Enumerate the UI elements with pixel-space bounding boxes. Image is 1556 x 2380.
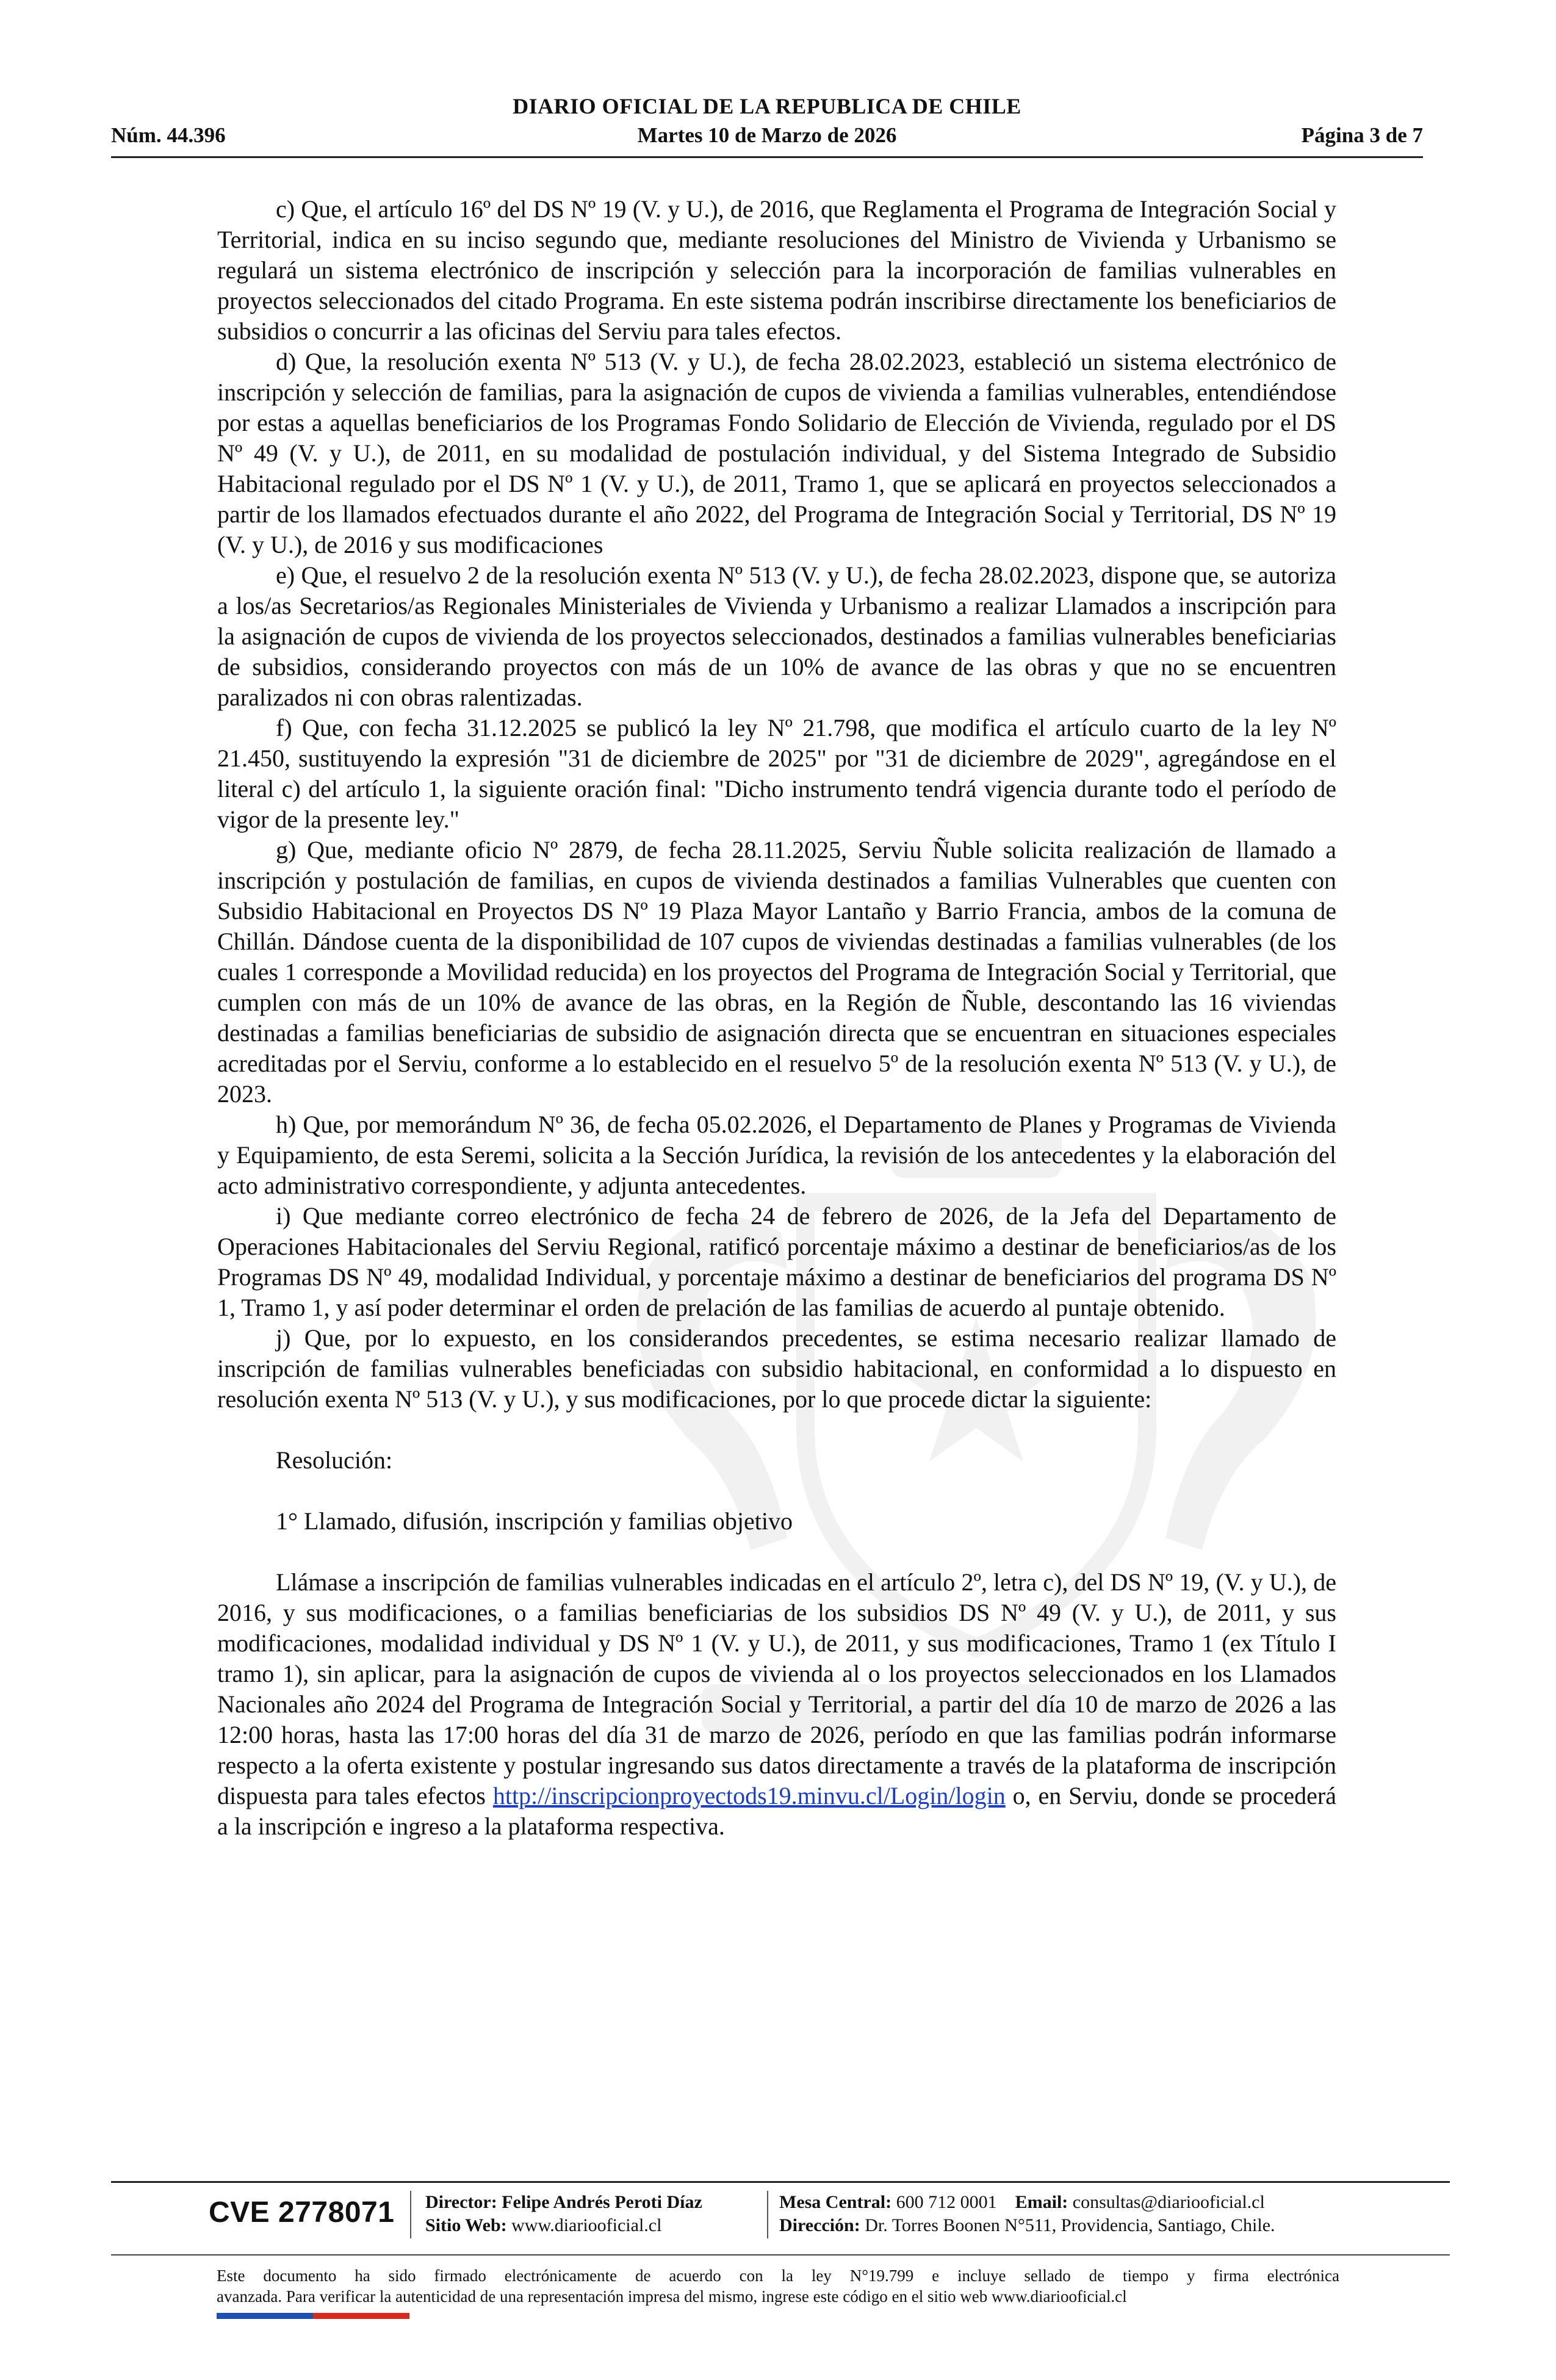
- header-row: [111, 122, 1423, 149]
- footer-separator: [410, 2191, 411, 2238]
- flag-red-segment: [313, 2313, 409, 2319]
- footer-contact-left: [425, 2191, 702, 2237]
- issue-number: Núm. 44.396: [111, 123, 226, 147]
- phone-label: Mesa Central:: [779, 2192, 892, 2212]
- considerando-i: i) Que mediante correo electrónico de fecha 24 de febrero de 2026, de la Jefa del Departamento de Operaciones Habitacionales del Serviu Regional, ratificó porcentaje máximo a destinar de beneficiarios/as de los Programas DS Nº 49, modalidad Individual, y porcentaje máximo a destinar de beneficiarios del programa DS Nº 1, Tramo 1, y así poder determinar el orden de prelación de las familias de acuerdo al puntaje obtenido.: [217, 1202, 1336, 1321]
- director-name: Felipe Andrés Peroti Díaz: [502, 2192, 702, 2212]
- email-value: consultas@diariooficial.cl: [1072, 2192, 1265, 2212]
- considerando-g: g) Que, mediante oficio Nº 2879, de fecha 28.11.2025, Serviu Ñuble solicita realización de llamado a inscripción y postulación de familias, en cupos de vivienda destinados a familias Vulnerables que cuenten con Subsidio Habitacional en Proyectos DS Nº 19 Plaza Mayor Lantaño y Barrio Francia, ambos de la comuna de Chillán. Dándose cuenta de la disponibilidad de 107 cupos de viviendas destinadas a familias vulnerables (de los cuales 1 corresponde a Movilidad reducida) en los proyectos del Programa de Integración Social y Territorial, que cumplen con más de un 10% de avance de las obras, en la Región de Ñuble, descontando las 16 viviendas destinadas a familias beneficiarias de subsidio de asignación directa que se encuentran en situaciones especiales acreditadas por el Serviu, conforme a lo establecido en el resuelvo 5º de la resolución exenta Nº 513 (V. y U.), de 2023.: [217, 836, 1336, 1108]
- header-divider: [111, 156, 1423, 158]
- issue-date: Martes 10 de Marzo de 2026: [637, 123, 897, 147]
- footer-separator: [767, 2191, 768, 2238]
- flag-blue-segment: [217, 2313, 313, 2319]
- website-label: Sitio Web:: [425, 2215, 507, 2235]
- considerando-e: e) Que, el resuelvo 2 de la resolución exenta Nº 513 (V. y U.), de fecha 28.02.2023, dispone que, se autoriza a los/as Secretarios/as Regionales Ministeriales de Vivienda y Urbanismo a realizar Llamados a inscripción para la asignación de cupos de vivienda de los proyectos seleccionados, destinados a familias vulnerables beneficiarias de subsidios, considerando proyectos con más de un 10% de avance de las obras y que no se encuentren paralizados ni con obras ralentizadas.: [217, 561, 1336, 711]
- footer-contact-right: [779, 2191, 1275, 2237]
- director-label: Director:: [425, 2192, 497, 2212]
- page-number: Página 3 de 7: [1301, 123, 1423, 147]
- document-body: [217, 194, 1336, 1842]
- considerando-j: j) Que, por lo expuesto, en los considerandos precedentes, se estima necesario realizar llamado de inscripción de familias vulnerables beneficiadas con subsidio habitacional, en conformidad a lo dispuesto en resolución exenta Nº 513 (V. y U.), y sus modificaciones, por lo que procede dictar la siguiente:: [217, 1324, 1336, 1413]
- legal-line-2: avanzada. Para verificar la autenticidad de una representación impresa del mismo, ingrese este código en el sitio web www.diariooficial.cl: [217, 2287, 1127, 2306]
- publication-title: DIARIO OFICIAL DE LA REPUBLICA DE CHILE: [513, 94, 1021, 118]
- considerando-d: d) Que, la resolución exenta Nº 513 (V. y U.), de fecha 28.02.2023, estableció un sistema electrónico de inscripción y selección de familias, para la asignación de cupos de vivienda a familias vulnerables, entendiéndose por estas a aquellas beneficiarios de los Programas Fondo Solidario de Elección de Vivienda, regulado por el DS Nº 49 (V. y U.), de 2011, en su modalidad de postulación individual, y del Sistema Integrado de Subsidio Habitacional regulado por el DS Nº 1 (V. y U.), de 2011, Tramo 1, que se aplicará en proyectos seleccionados a partir de los llamados efectuados durante el año 2022, del Programa de Integración Social y Territorial, DS Nº 19 (V. y U.), de 2016 y sus modificaciones: [217, 348, 1336, 558]
- flag-color-bar: [217, 2313, 409, 2319]
- phone-value: 600 712 0001: [896, 2192, 997, 2212]
- section-body: [217, 1567, 1336, 1842]
- address-value: Dr. Torres Boonen N°511, Providencia, Santiago, Chile.: [865, 2215, 1275, 2235]
- resolution-heading: Resolución:: [276, 1446, 393, 1474]
- footer-director-line: [425, 2191, 702, 2214]
- email-label: Email:: [1015, 2192, 1068, 2212]
- legal-notice: [217, 2265, 1339, 2307]
- website-value: www.diariooficial.cl: [511, 2215, 662, 2235]
- section-text-before-link: Llámase a inscripción de familias vulnerables indicadas en el artículo 2º, letra c), del DS Nº 19, (V. y U.), de 2016, y sus modificaciones, o a familias beneficiarias de los subsidios DS Nº 49 (V. y U.), de 2011, y sus modificaciones, modalidad individual y DS Nº 1 (V. y U.), de 2011, y sus modificaciones, Tramo 1 (ex Título I tramo 1), sin aplicar, para la asignación de cupos de vivienda al o los proyectos seleccionados en los Llamados Nacionales año 2024 del Programa de Integración Social y Territorial, a partir del día 10 de marzo de 2026 a las 12:00 horas, hasta las 17:00 horas del día 31 de marzo de 2026, período en que las familias podrán informarse respecto a la oferta existente y postular ingresando sus datos directamente a través de la plataforma de inscripción dispuesta para tales efectos: [217, 1568, 1336, 1809]
- section-text-after-link: o, en Serviu, donde se procederá a la inscripción e ingreso a la plataforma respectiva.: [217, 1782, 1336, 1840]
- footer-website-line: [425, 2214, 702, 2237]
- considerando-h: h) Que, por memorándum Nº 36, de fecha 05.02.2026, el Departamento de Planes y Programas de Vivienda y Equipamiento, de esta Seremi, solicita a la Sección Jurídica, la revisión de los antecedentes y la elaboración del acto administrativo correspondiente, y adjunta antecedentes.: [217, 1111, 1336, 1199]
- page-header: [111, 93, 1423, 160]
- footer-address-line: [779, 2214, 1275, 2237]
- inscription-platform-link[interactable]: http://inscripcionproyectods19.minvu.cl/Login/login: [492, 1782, 1006, 1809]
- cve-code: CVE 2778071: [209, 2196, 395, 2229]
- footer-divider-bottom: [111, 2254, 1450, 2256]
- legal-line-1: Este documento ha sido firmado electrónicamente de acuerdo con la ley N°19.799 e incluye sellado de tiempo y firma electrónica: [217, 2266, 1339, 2285]
- address-label: Dirección:: [779, 2215, 860, 2235]
- section-heading: 1° Llamado, difusión, inscripción y familias objetivo: [276, 1507, 793, 1535]
- footer-phone-email-line: [779, 2191, 1275, 2214]
- considerando-c: c) Que, el artículo 16º del DS Nº 19 (V. y U.), de 2016, que Reglamenta el Programa de Integración Social y Territorial, indica en su inciso segundo que, mediante resoluciones del Ministro de Vivienda y Urbanismo se regulará un sistema electrónico de inscripción y selección para la incorporación de familias vulnerables en proyectos seleccionados del citado Programa. En este sistema podrán inscribirse directamente los beneficiarios de subsidios o concurrir a las oficinas del Serviu para tales efectos.: [217, 195, 1336, 345]
- footer-divider-top: [111, 2181, 1450, 2183]
- considerando-f: f) Que, con fecha 31.12.2025 se publicó la ley Nº 21.798, que modifica el artículo cuarto de la ley Nº 21.450, sustituyendo la expresión "31 de diciembre de 2025" por "31 de diciembre de 2029", agregándose en el literal c) del artículo 1, la siguiente oración final: "Dicho instrumento tendrá vigencia durante todo el período de vigor de la presente ley.": [217, 714, 1336, 833]
